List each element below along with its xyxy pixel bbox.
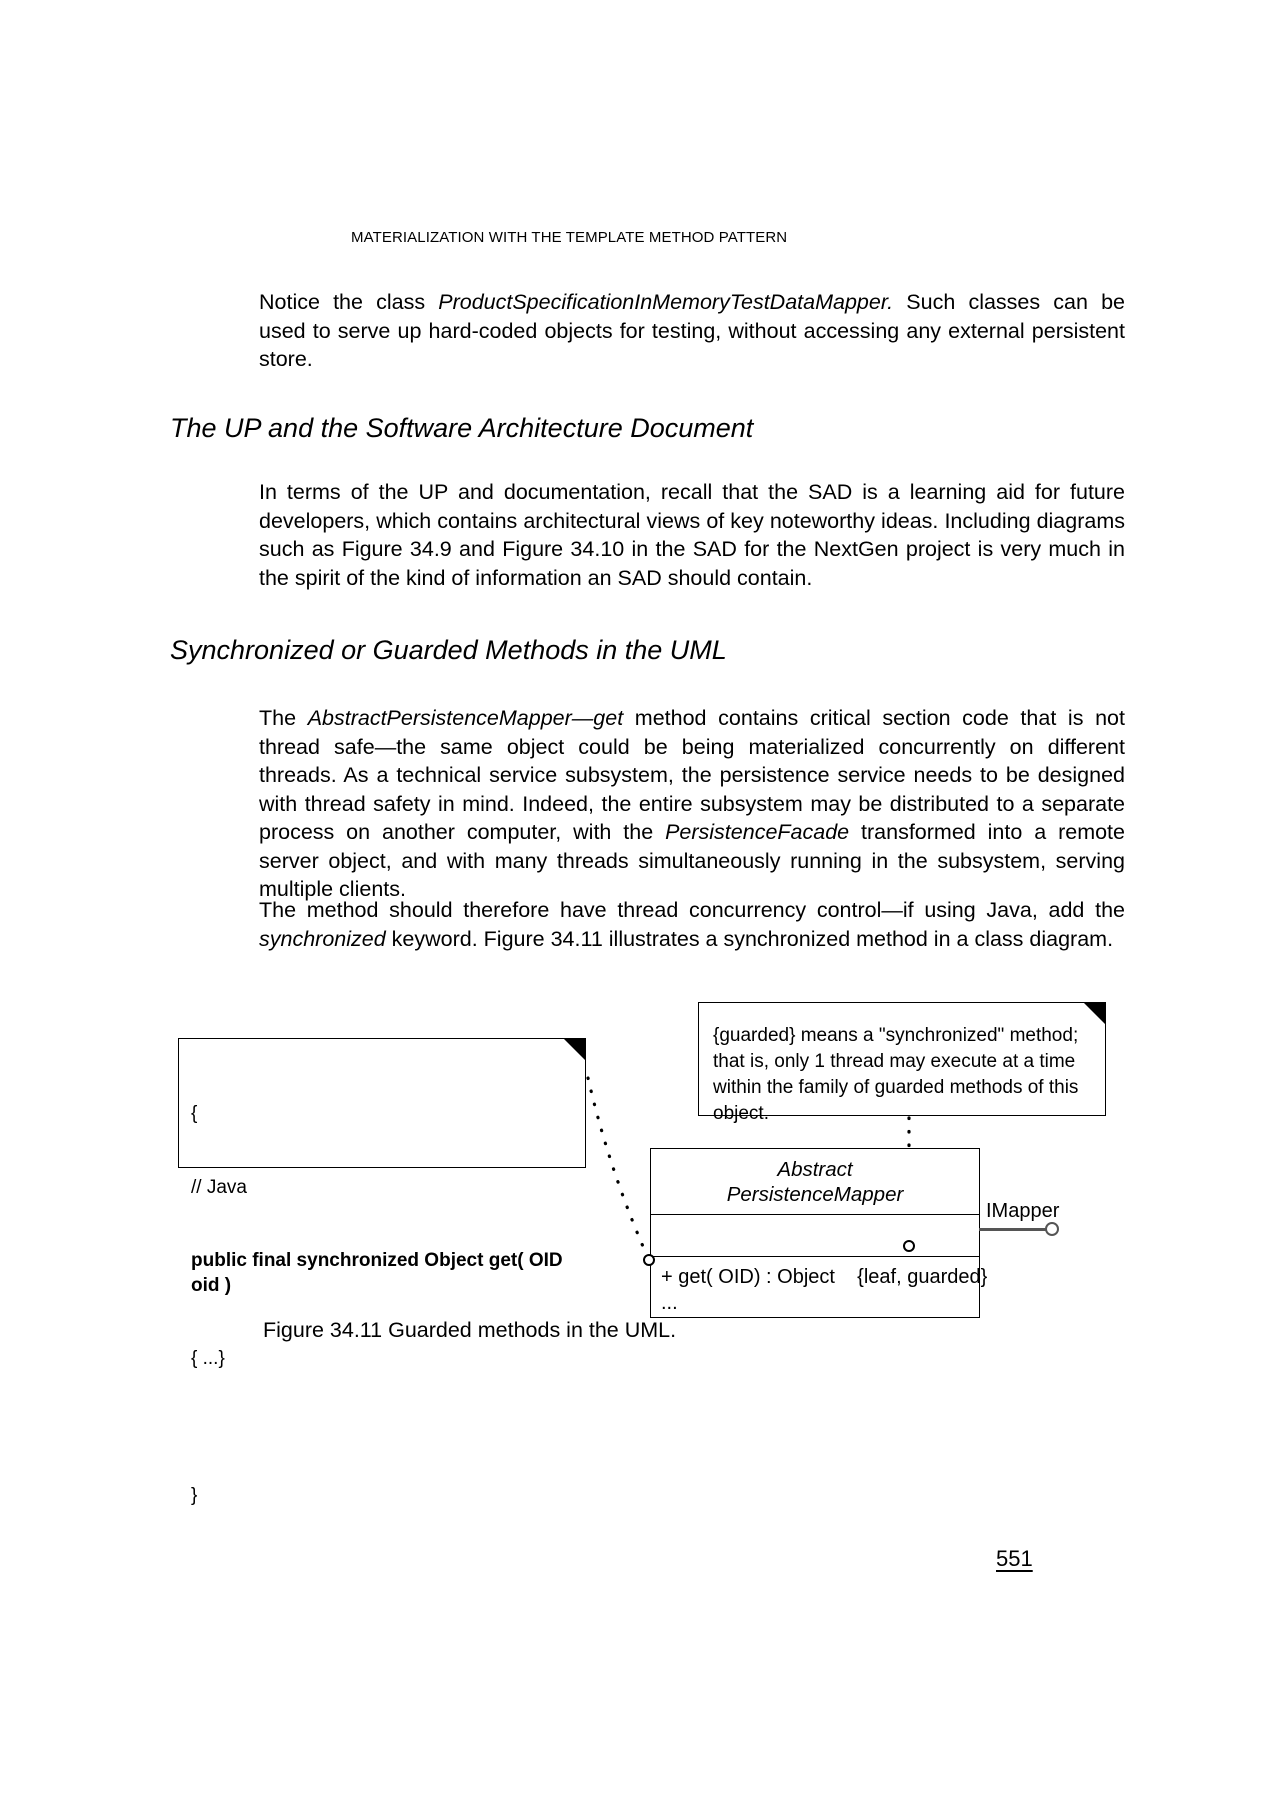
java-line-1: { xyxy=(191,1103,198,1124)
p3-italic-synchronized: synchronized xyxy=(259,926,386,951)
interface-lollipop-line xyxy=(979,1228,1047,1231)
anchor-socket-left-icon xyxy=(643,1254,655,1266)
uml-attributes-compartment xyxy=(651,1215,979,1257)
uml-class-name-line-2: PersistenceMapper xyxy=(726,1182,904,1206)
uml-class-name-line-1: Abstract xyxy=(777,1157,853,1181)
uml-class-abstract-persistence-mapper xyxy=(650,1148,988,1318)
java-line-3: public final synchronized Object get( OID oid ) xyxy=(191,1250,568,1296)
p2-italic-abstract-mapper: AbstractPersistenceMapper—get xyxy=(307,706,624,730)
intro-italic-term: ProductSpecificationInMemoryTestDataMapper. xyxy=(438,290,894,314)
note-java-code-body xyxy=(179,1039,585,1557)
p2-italic-persistence-facade: PersistenceFacade xyxy=(665,820,850,844)
p3-lead: The method should therefore have thread concurrency control—if using Java, add the xyxy=(259,898,1125,922)
uml-operation-get: + get( OID) : Object {leaf, guarded} xyxy=(661,1266,988,1288)
java-line-5: } xyxy=(191,1484,198,1506)
paragraph-up-sad: In terms of the UP and documentation, recall that the SAD is a learning aid for future developers, which contains architectural views of key noteworthy ideas. Including diagrams such as Figure 34.9 and Figure 34.10 in the SAD for the NextGen project is very much in the spirit of the kind of information an SAD should contain. xyxy=(259,480,1125,590)
uml-class-name-compartment xyxy=(651,1149,979,1215)
figure-caption: Figure 34.11 Guarded methods in the UML. xyxy=(263,1318,677,1342)
note-guarded-explanation-body: {guarded} means a "synchronized" method; that is, only 1 thread may execute at a time within the family of guarded methods of this object. xyxy=(713,1025,1084,1124)
intro-paragraph: Notice the class ProductSpecificationInMemoryTestDataMapper. Such classes can be used to serve up hard-coded objects for testing, without accessing any external persistent store. xyxy=(259,290,1126,371)
java-line-2: // Java xyxy=(191,1176,247,1198)
page-number: 551 xyxy=(996,1546,1033,1571)
java-line-4: { ...} xyxy=(191,1348,225,1369)
uml-operations-compartment xyxy=(651,1257,988,1317)
section-heading-synchronized: Synchronized or Guarded Methods in the UML xyxy=(170,635,727,665)
running-head: MATERIALIZATION WITH THE TEMPLATE METHOD PATTERN xyxy=(351,229,788,246)
java-line-spacer xyxy=(191,1421,585,1435)
anchor-socket-top-icon xyxy=(903,1240,915,1252)
p2-tail: transformed into a remote server object, and with many threads simultaneously running in the subsystem, serving multiple clients. xyxy=(259,820,1125,901)
anchor-line-java-note xyxy=(588,1078,648,1258)
p2-lead: The xyxy=(259,706,308,730)
section-heading-up-sad: The UP and the Software Architecture Document xyxy=(170,413,754,443)
note-guarded-explanation xyxy=(698,1002,1106,1124)
p3-rest: keyword. Figure 34.11 illustrates a synchronized method in a class diagram. xyxy=(385,926,1114,951)
interface-lollipop-ball-icon xyxy=(1045,1222,1059,1236)
p2-rest: method contains critical section code that is not thread safe—the same object could be being materialized concurrently on different threads. As a technical service subsystem, the persistence service needs to be designed with thread safety in mind. Indeed, the entire subsystem may be distributed to a separate process on another computer, with the xyxy=(259,706,1125,844)
interface-label-imapper: IMapper xyxy=(986,1200,1060,1222)
uml-operation-ellipsis: ... xyxy=(661,1292,678,1314)
